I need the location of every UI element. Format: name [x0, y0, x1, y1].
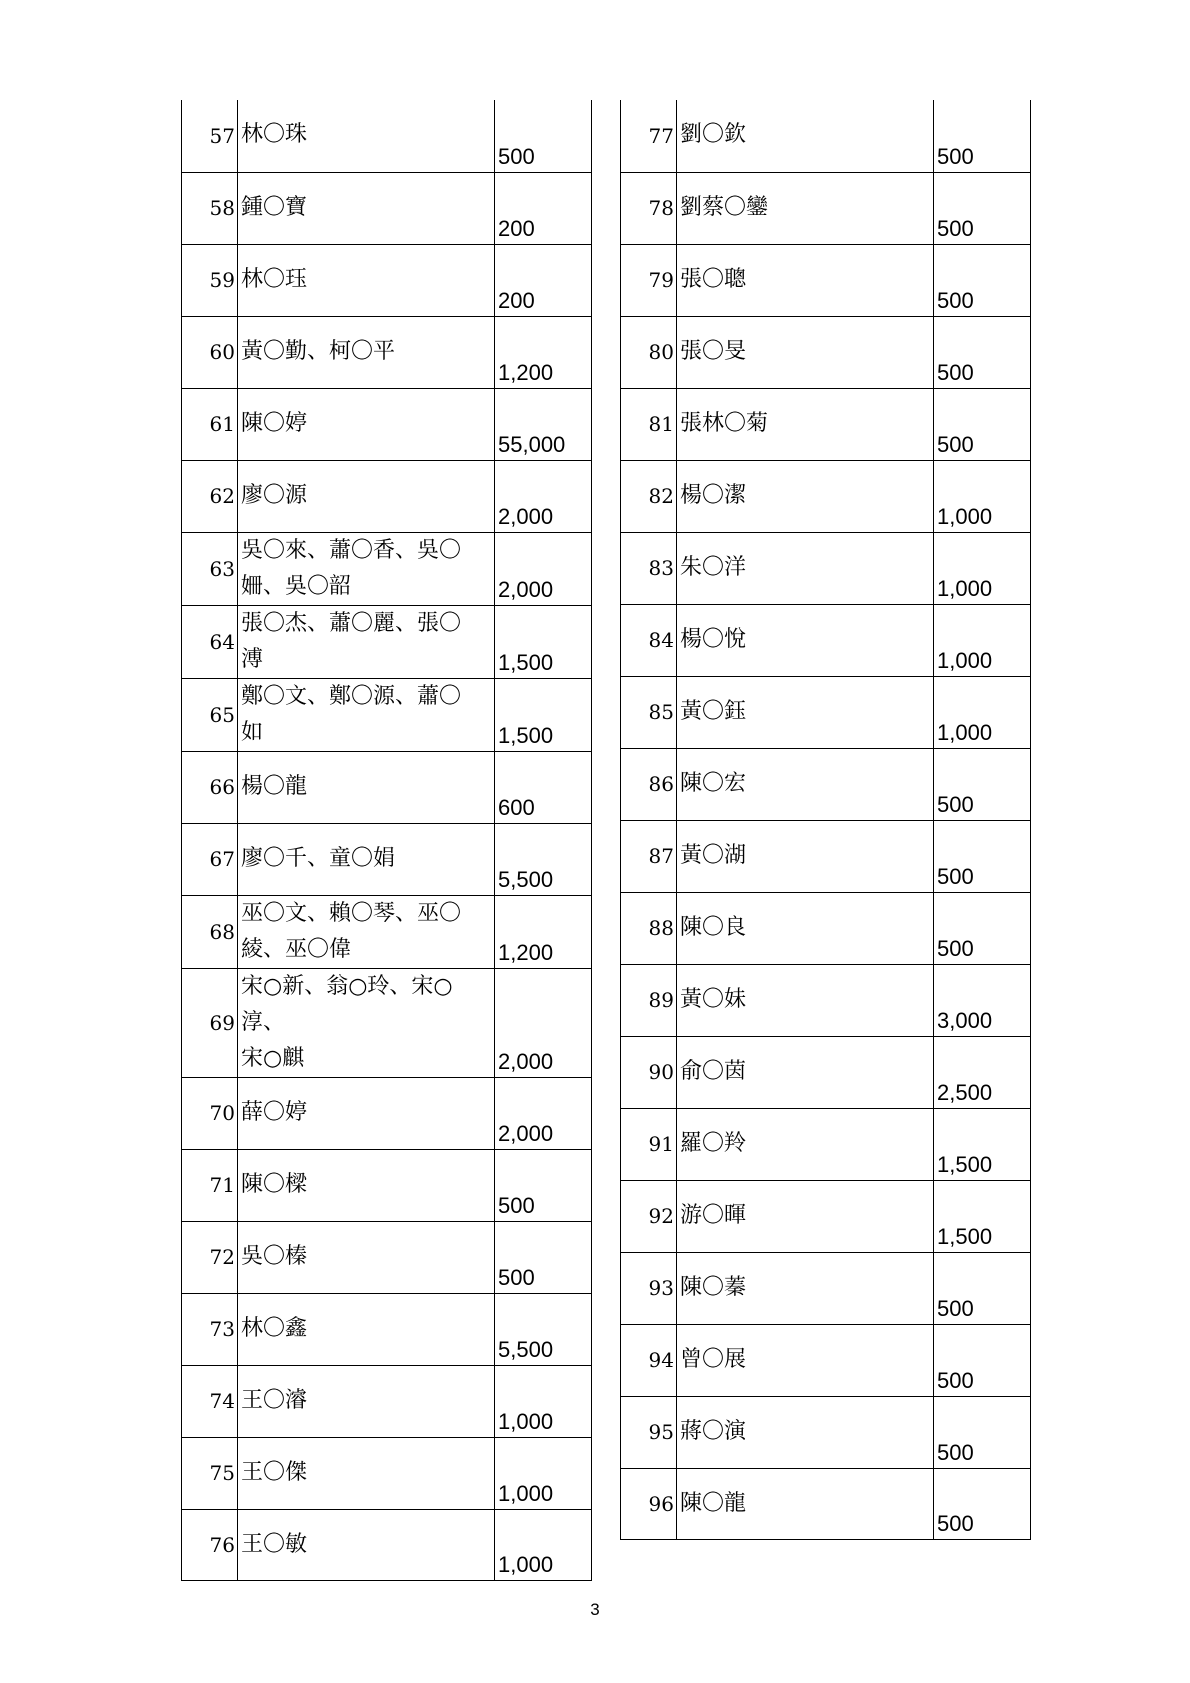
donor-name: 廖〇千、童〇娟 — [238, 823, 495, 895]
donation-amount: 500 — [495, 1221, 592, 1293]
row-number: 81 — [621, 388, 677, 460]
donation-amount: 1,500 — [934, 1180, 1031, 1252]
donor-name: 朱〇洋 — [677, 532, 934, 604]
table-row — [182, 895, 592, 968]
row-number: 74 — [182, 1365, 238, 1437]
donor-name: 廖〇源 — [238, 460, 495, 532]
table-row — [621, 1180, 1031, 1252]
table-row — [182, 678, 592, 751]
row-number: 68 — [182, 895, 238, 968]
table-row — [182, 1293, 592, 1365]
row-number: 59 — [182, 244, 238, 316]
table-row — [182, 532, 592, 605]
donor-name — [238, 532, 495, 605]
donor-name: 林〇鑫 — [238, 1293, 495, 1365]
row-number: 70 — [182, 1077, 238, 1149]
donor-name: 陳〇良 — [677, 892, 934, 964]
table-row — [621, 1324, 1031, 1396]
row-number: 83 — [621, 532, 677, 604]
donor-name-line: 巫〇文、賴〇琴、巫〇 — [241, 900, 462, 926]
table-row — [621, 892, 1031, 964]
table-row — [621, 316, 1031, 388]
donor-name-line: 綾、巫〇偉 — [241, 936, 352, 962]
donation-amount: 1,000 — [934, 532, 1031, 604]
donation-amount: 55,000 — [495, 388, 592, 460]
table-row — [621, 388, 1031, 460]
row-number: 89 — [621, 964, 677, 1036]
table-row — [182, 100, 592, 172]
row-number: 66 — [182, 751, 238, 823]
donor-name: 黃〇妹 — [677, 964, 934, 1036]
donor-name: 黃〇勤、柯〇平 — [238, 316, 495, 388]
donation-amount: 1,000 — [495, 1509, 592, 1580]
row-number: 85 — [621, 676, 677, 748]
donor-name: 黃〇湖 — [677, 820, 934, 892]
donor-name: 俞〇茵 — [677, 1036, 934, 1108]
donation-amount: 500 — [495, 1149, 592, 1221]
donor-name-line: 吳〇來、蕭〇香、吳〇 — [241, 537, 462, 563]
donation-amount: 500 — [934, 892, 1031, 964]
row-number: 75 — [182, 1437, 238, 1509]
row-number: 72 — [182, 1221, 238, 1293]
donation-amount: 500 — [934, 748, 1031, 820]
donor-table-left — [181, 100, 592, 1581]
donor-name: 王〇敏 — [238, 1509, 495, 1580]
donor-name: 陳〇龍 — [677, 1468, 934, 1539]
row-number: 95 — [621, 1396, 677, 1468]
donor-table-right-body — [621, 100, 1031, 1539]
donation-amount: 2,000 — [495, 532, 592, 605]
donor-name: 曾〇展 — [677, 1324, 934, 1396]
donation-amount: 500 — [934, 388, 1031, 460]
donor-name — [238, 678, 495, 751]
donation-amount: 500 — [934, 1252, 1031, 1324]
row-number: 93 — [621, 1252, 677, 1324]
donation-amount: 2,000 — [495, 460, 592, 532]
row-number: 94 — [621, 1324, 677, 1396]
row-number: 73 — [182, 1293, 238, 1365]
row-number: 96 — [621, 1468, 677, 1539]
page-number: 3 — [590, 1600, 600, 1619]
donor-name: 楊〇龍 — [238, 751, 495, 823]
donor-name — [238, 968, 495, 1077]
row-number: 77 — [621, 100, 677, 172]
donor-name: 黃〇鈺 — [677, 676, 934, 748]
donation-amount: 1,000 — [934, 604, 1031, 676]
donor-table-right — [620, 100, 1031, 1540]
donation-amount: 500 — [934, 1396, 1031, 1468]
donation-amount: 500 — [495, 100, 592, 172]
row-number: 87 — [621, 820, 677, 892]
table-row — [621, 964, 1031, 1036]
table-row — [182, 1149, 592, 1221]
row-number: 91 — [621, 1108, 677, 1180]
donation-amount: 1,500 — [495, 605, 592, 678]
table-row — [621, 1396, 1031, 1468]
table-row — [621, 1036, 1031, 1108]
donor-name-line: 鄭〇文、鄭〇源、蕭〇 — [241, 683, 462, 709]
donation-amount: 500 — [934, 1468, 1031, 1539]
donation-amount: 1,200 — [495, 316, 592, 388]
donor-name: 陳〇樑 — [238, 1149, 495, 1221]
donation-amount: 1,000 — [934, 460, 1031, 532]
donor-name: 劉蔡〇鑾 — [677, 172, 934, 244]
table-row — [621, 1252, 1031, 1324]
table-row — [182, 460, 592, 532]
donor-name-line: 張〇杰、蕭〇麗、張〇 — [241, 610, 462, 636]
table-row — [182, 388, 592, 460]
donation-amount: 2,500 — [934, 1036, 1031, 1108]
table-row — [182, 823, 592, 895]
row-number: 60 — [182, 316, 238, 388]
donor-name: 楊〇潔 — [677, 460, 934, 532]
donor-name — [238, 895, 495, 968]
row-number: 62 — [182, 460, 238, 532]
table-row — [182, 172, 592, 244]
row-number: 67 — [182, 823, 238, 895]
donation-amount: 200 — [495, 172, 592, 244]
donation-amount: 2,000 — [495, 1077, 592, 1149]
table-row — [182, 751, 592, 823]
table-row — [182, 1365, 592, 1437]
table-row — [182, 1509, 592, 1580]
donation-amount: 5,500 — [495, 823, 592, 895]
donation-amount: 500 — [934, 1324, 1031, 1396]
row-number: 78 — [621, 172, 677, 244]
row-number: 90 — [621, 1036, 677, 1108]
donor-name: 林〇珏 — [238, 244, 495, 316]
donor-name: 吳〇榛 — [238, 1221, 495, 1293]
donation-amount: 1,500 — [495, 678, 592, 751]
table-row — [621, 604, 1031, 676]
row-number: 57 — [182, 100, 238, 172]
table-row — [621, 244, 1031, 316]
donor-name: 劉〇欽 — [677, 100, 934, 172]
donation-amount: 500 — [934, 100, 1031, 172]
donation-amount: 5,500 — [495, 1293, 592, 1365]
row-number: 92 — [621, 1180, 677, 1252]
donor-name-line: 如 — [241, 719, 264, 745]
row-number: 86 — [621, 748, 677, 820]
table-row — [182, 244, 592, 316]
row-number: 61 — [182, 388, 238, 460]
donor-name: 王〇傑 — [238, 1437, 495, 1509]
row-number: 71 — [182, 1149, 238, 1221]
donor-name — [238, 605, 495, 678]
donor-table-left-body — [182, 100, 592, 1580]
row-number: 64 — [182, 605, 238, 678]
donation-amount: 1,200 — [495, 895, 592, 968]
donation-amount: 200 — [495, 244, 592, 316]
row-number: 69 — [182, 968, 238, 1077]
row-number: 65 — [182, 678, 238, 751]
donor-name: 鍾〇寶 — [238, 172, 495, 244]
donor-name: 陳〇婷 — [238, 388, 495, 460]
donor-name: 陳〇宏 — [677, 748, 934, 820]
donor-name: 羅〇羚 — [677, 1108, 934, 1180]
donor-name: 張〇旻 — [677, 316, 934, 388]
row-number: 80 — [621, 316, 677, 388]
donation-amount: 2,000 — [495, 968, 592, 1077]
table-row — [621, 1468, 1031, 1539]
donor-name-line: 宋○麒 — [241, 1045, 305, 1071]
table-row — [182, 1221, 592, 1293]
row-number: 58 — [182, 172, 238, 244]
donation-amount: 3,000 — [934, 964, 1031, 1036]
donation-amount: 1,000 — [934, 676, 1031, 748]
row-number: 79 — [621, 244, 677, 316]
table-row — [182, 605, 592, 678]
table-row — [621, 172, 1031, 244]
table-row — [621, 820, 1031, 892]
donor-name: 游〇暉 — [677, 1180, 934, 1252]
donation-amount: 600 — [495, 751, 592, 823]
donor-name: 張林〇菊 — [677, 388, 934, 460]
donation-amount: 500 — [934, 244, 1031, 316]
donation-amount: 1,000 — [495, 1437, 592, 1509]
donor-name-line: 宋○新、翁○玲、宋○淳、 — [241, 973, 453, 1035]
row-number: 88 — [621, 892, 677, 964]
table-row — [621, 460, 1031, 532]
donor-name: 張〇聰 — [677, 244, 934, 316]
table-row — [621, 532, 1031, 604]
donation-amount: 1,500 — [934, 1108, 1031, 1180]
table-row — [621, 748, 1031, 820]
row-number: 84 — [621, 604, 677, 676]
donor-name: 林〇珠 — [238, 100, 495, 172]
donor-name: 陳〇蓁 — [677, 1252, 934, 1324]
table-row — [621, 676, 1031, 748]
donor-name: 蔣〇演 — [677, 1396, 934, 1468]
donation-amount: 500 — [934, 172, 1031, 244]
row-number: 63 — [182, 532, 238, 605]
donor-name-line: 姍、吳〇韶 — [241, 573, 352, 599]
table-row — [182, 316, 592, 388]
table-row — [621, 1108, 1031, 1180]
donation-amount: 1,000 — [495, 1365, 592, 1437]
table-row — [182, 1437, 592, 1509]
table-row — [621, 100, 1031, 172]
donor-name-line: 溥 — [241, 646, 264, 672]
donor-name: 楊〇悅 — [677, 604, 934, 676]
row-number: 76 — [182, 1509, 238, 1580]
table-row — [182, 968, 592, 1077]
donation-amount: 500 — [934, 316, 1031, 388]
table-row — [182, 1077, 592, 1149]
row-number: 82 — [621, 460, 677, 532]
donor-name: 薛〇婷 — [238, 1077, 495, 1149]
donation-amount: 500 — [934, 820, 1031, 892]
donor-name: 王〇濬 — [238, 1365, 495, 1437]
